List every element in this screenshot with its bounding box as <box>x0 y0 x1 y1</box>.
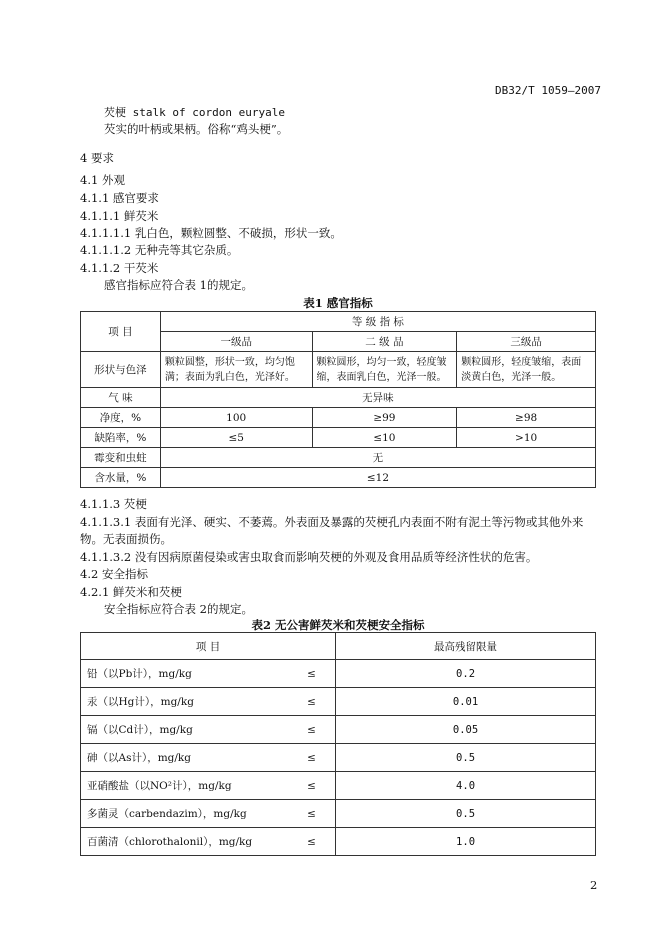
cell-value: 1.0 <box>336 828 596 856</box>
le-sign: ≤ <box>288 800 336 828</box>
grade-header: 三级品 <box>457 332 596 352</box>
le-sign: ≤ <box>288 744 336 772</box>
cell-value: 颗粒圆整，形状一致，均匀饱满；表面为乳白色，光泽好。 <box>160 352 312 388</box>
table-row <box>81 688 596 716</box>
table-row <box>81 800 596 828</box>
section-4-1-1-3-1-cont: 物。无表面损伤。 <box>80 532 172 546</box>
cell-value: 无异味 <box>160 388 595 408</box>
row-label: 缺陷率，% <box>81 428 161 448</box>
table-row <box>81 428 596 448</box>
table-row <box>81 448 596 468</box>
section-4-1-1-2: 4.1.1.2 干芡米 <box>80 261 159 275</box>
cell-value: ≤12 <box>160 468 595 488</box>
table-row <box>81 352 596 388</box>
row-label: 含水量，% <box>81 468 161 488</box>
le-sign: ≤ <box>288 660 336 688</box>
le-sign: ≤ <box>288 772 336 800</box>
cell-value: 0.5 <box>336 744 596 772</box>
cell-value: ≥99 <box>312 408 457 428</box>
section-4-2: 4.2 安全指标 <box>80 567 148 581</box>
le-sign: ≤ <box>288 688 336 716</box>
table2-header-limit: 最高残留限量 <box>336 633 596 660</box>
table-row <box>81 388 596 408</box>
cell-value: ≤5 <box>160 428 312 448</box>
section-4-1-1-3-2: 4.1.1.3.2 没有因病原菌侵染或害虫取食而影响芡梗的外观及食用品质等经济性状的危害。 <box>80 550 538 564</box>
table1-caption: 表1 感官指标 <box>303 296 373 310</box>
sensory-table <box>80 311 596 488</box>
row-label: 霉变和虫蛀 <box>81 448 161 468</box>
le-sign: ≤ <box>288 716 336 744</box>
cell-value: 0.05 <box>336 716 596 744</box>
section-4-2-1: 4.2.1 鲜芡米和芡梗 <box>80 585 182 599</box>
row-label: 亚硝酸盐（以NO²计），mg/kg <box>81 772 288 800</box>
cell-value: 0.5 <box>336 800 596 828</box>
cell-value: 颗粒圆形，轻度皱缩，表面淡黄白色，光泽一般。 <box>457 352 596 388</box>
row-label: 镉（以Cd计），mg/kg <box>81 716 288 744</box>
section-4-1: 4.1 外观 <box>80 173 125 187</box>
section-4-1-1-3-1: 4.1.1.3.1 表面有光泽、硬实、不萎蔫。外表面及暴露的芡梗孔内表面不附有泥土等污物或其他外来 <box>80 515 584 529</box>
table-row <box>81 716 596 744</box>
doc-code: DB32/T 1059—2007 <box>495 84 601 97</box>
cell-value: 0.01 <box>336 688 596 716</box>
table-row <box>81 468 596 488</box>
section-4: 4 要求 <box>80 151 114 165</box>
safety-table <box>80 632 596 856</box>
grade-header: 一级品 <box>160 332 312 352</box>
cell-value: 0.2 <box>336 660 596 688</box>
table2-reference: 安全指标应符合表 2的规定。 <box>104 602 253 616</box>
table-row <box>81 660 596 688</box>
cell-value: 100 <box>160 408 312 428</box>
cell-value: ≤10 <box>312 428 457 448</box>
table2-header-item: 项 目 <box>81 633 336 660</box>
row-label: 形状与色泽 <box>81 352 161 388</box>
row-label: 砷（以As计），mg/kg <box>81 744 288 772</box>
row-label: 百菌清（chlorothalonil），mg/kg <box>81 828 288 856</box>
term-title: 芡梗 stalk of cordon euryale <box>104 106 285 119</box>
cell-value: ≥98 <box>457 408 596 428</box>
row-label: 铅（以Pb计），mg/kg <box>81 660 288 688</box>
row-label: 气 味 <box>81 388 161 408</box>
section-4-1-1-3: 4.1.1.3 芡梗 <box>80 497 147 511</box>
table-row <box>81 772 596 800</box>
cell-value: 无 <box>160 448 595 468</box>
table1-header-grade: 等 级 指 标 <box>160 312 595 332</box>
section-4-1-1-1-1: 4.1.1.1.1 乳白色，颗粒圆整、不破损，形状一致。 <box>80 226 342 240</box>
row-label: 汞（以Hg计），mg/kg <box>81 688 288 716</box>
cell-value: >10 <box>457 428 596 448</box>
cell-value: 颗粒圆形，均匀一致，轻度皱缩，表面乳白色，光泽一般。 <box>312 352 457 388</box>
row-label: 多菌灵（carbendazim），mg/kg <box>81 800 288 828</box>
grade-header: 二 级 品 <box>312 332 457 352</box>
section-4-1-1-1-2: 4.1.1.1.2 无种壳等其它杂质。 <box>80 243 239 257</box>
cell-value: 4.0 <box>336 772 596 800</box>
table-row <box>81 408 596 428</box>
term-definition: 芡实的叶柄或果柄。俗称“鸡头梗”。 <box>104 122 289 136</box>
section-4-1-1: 4.1.1 感官要求 <box>80 191 159 205</box>
table1-reference: 感官指标应符合表 1的规定。 <box>104 278 253 292</box>
table2-caption: 表2 无公害鲜芡米和芡梗安全指标 <box>251 618 425 632</box>
table-row <box>81 828 596 856</box>
le-sign: ≤ <box>288 828 336 856</box>
section-4-1-1-1: 4.1.1.1 鲜芡米 <box>80 209 159 223</box>
page-number: 2 <box>590 878 598 892</box>
table1-header-item: 项 目 <box>81 312 161 352</box>
row-label: 净度，% <box>81 408 161 428</box>
table-row <box>81 744 596 772</box>
